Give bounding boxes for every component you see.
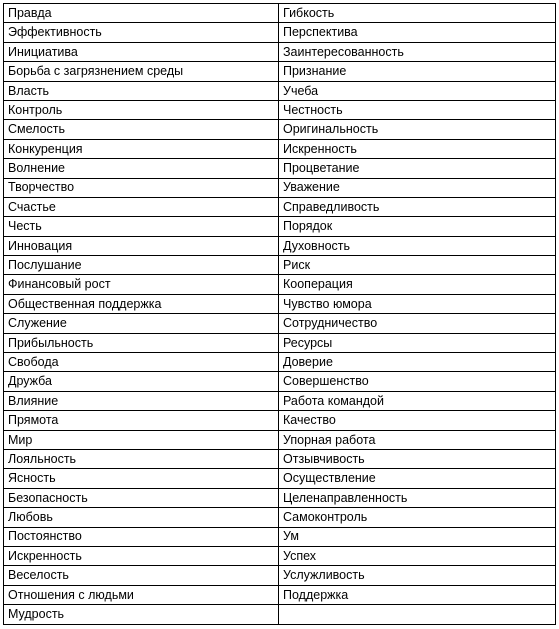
table-cell-right: Работа командой (279, 391, 556, 410)
table-cell-left: Веселость (4, 566, 279, 585)
table-cell-left: Мир (4, 430, 279, 449)
table-cell-left: Постоянство (4, 527, 279, 546)
table-cell-right: Процветание (279, 159, 556, 178)
table-cell-right: Целенаправленность (279, 488, 556, 507)
table-cell-right: Оригинальность (279, 120, 556, 139)
table-row (4, 4, 556, 23)
table-cell-right: Заинтересованность (279, 42, 556, 61)
table-row (4, 159, 556, 178)
table-cell-left: Инновация (4, 236, 279, 255)
table-cell-right: Самоконтроль (279, 508, 556, 527)
table-row (4, 333, 556, 352)
table-row (4, 62, 556, 81)
table-cell-left: Борьба с загрязнением среды (4, 62, 279, 81)
table-cell-left: Финансовый рост (4, 275, 279, 294)
table-row (4, 430, 556, 449)
table-cell-left: Эффективность (4, 23, 279, 42)
table-row (4, 236, 556, 255)
table-row (4, 256, 556, 275)
table-row (4, 566, 556, 585)
table-cell-right: Кооперация (279, 275, 556, 294)
table-cell-left: Творчество (4, 178, 279, 197)
table-cell-left: Ясность (4, 469, 279, 488)
table-cell-left: Лояльность (4, 449, 279, 468)
table-cell-right: Сотрудничество (279, 314, 556, 333)
table-cell-right: Перспектива (279, 23, 556, 42)
table-row (4, 372, 556, 391)
table-cell-right (279, 605, 556, 624)
table-row (4, 411, 556, 430)
table-cell-left: Влияние (4, 391, 279, 410)
table-cell-right: Риск (279, 256, 556, 275)
table-row (4, 527, 556, 546)
table-row (4, 353, 556, 372)
table-cell-right: Совершенство (279, 372, 556, 391)
table-row (4, 585, 556, 604)
table-cell-left: Счастье (4, 197, 279, 216)
table-cell-left: Конкуренция (4, 139, 279, 158)
table-row (4, 81, 556, 100)
table-cell-right: Осуществление (279, 469, 556, 488)
table-cell-left: Смелость (4, 120, 279, 139)
table-cell-right: Признание (279, 62, 556, 81)
table-cell-right: Уважение (279, 178, 556, 197)
table-cell-right: Поддержка (279, 585, 556, 604)
table-cell-right: Искренность (279, 139, 556, 158)
table-row (4, 120, 556, 139)
table-row (4, 42, 556, 61)
table-cell-right: Чувство юмора (279, 294, 556, 313)
table-cell-left: Прибыльность (4, 333, 279, 352)
table-cell-right: Упорная работа (279, 430, 556, 449)
table-row (4, 217, 556, 236)
table-cell-right: Духовность (279, 236, 556, 255)
table-cell-right: Качество (279, 411, 556, 430)
table-cell-right: Отзывчивость (279, 449, 556, 468)
table-cell-left: Прямота (4, 411, 279, 430)
values-table (3, 3, 556, 625)
table-row (4, 100, 556, 119)
table-cell-left: Любовь (4, 508, 279, 527)
table-cell-left: Искренность (4, 546, 279, 565)
table-cell-left: Свобода (4, 353, 279, 372)
table-row (4, 275, 556, 294)
table-cell-right: Честность (279, 100, 556, 119)
table-cell-right: Гибкость (279, 4, 556, 23)
table-cell-left: Волнение (4, 159, 279, 178)
table-row (4, 314, 556, 333)
table-row (4, 508, 556, 527)
table-row (4, 178, 556, 197)
table-cell-left: Служение (4, 314, 279, 333)
table-cell-left: Безопасность (4, 488, 279, 507)
table-cell-left: Дружба (4, 372, 279, 391)
table-cell-right: Услужливость (279, 566, 556, 585)
table-row (4, 139, 556, 158)
table-row (4, 197, 556, 216)
table-cell-left: Инициатива (4, 42, 279, 61)
table-cell-left: Послушание (4, 256, 279, 275)
table-row (4, 23, 556, 42)
table-cell-left: Общественная поддержка (4, 294, 279, 313)
table-cell-left: Правда (4, 4, 279, 23)
values-table-body (4, 4, 556, 625)
table-row (4, 469, 556, 488)
table-cell-left: Контроль (4, 100, 279, 119)
table-cell-left: Отношения с людьми (4, 585, 279, 604)
table-cell-right: Ресурсы (279, 333, 556, 352)
table-row (4, 449, 556, 468)
table-cell-left: Мудрость (4, 605, 279, 624)
table-cell-right: Справедливость (279, 197, 556, 216)
table-row (4, 488, 556, 507)
table-cell-left: Власть (4, 81, 279, 100)
table-row (4, 605, 556, 624)
table-cell-left: Честь (4, 217, 279, 236)
table-cell-right: Доверие (279, 353, 556, 372)
table-cell-right: Успех (279, 546, 556, 565)
table-row (4, 391, 556, 410)
table-cell-right: Учеба (279, 81, 556, 100)
table-row (4, 294, 556, 313)
table-cell-right: Порядок (279, 217, 556, 236)
table-row (4, 546, 556, 565)
table-cell-right: Ум (279, 527, 556, 546)
